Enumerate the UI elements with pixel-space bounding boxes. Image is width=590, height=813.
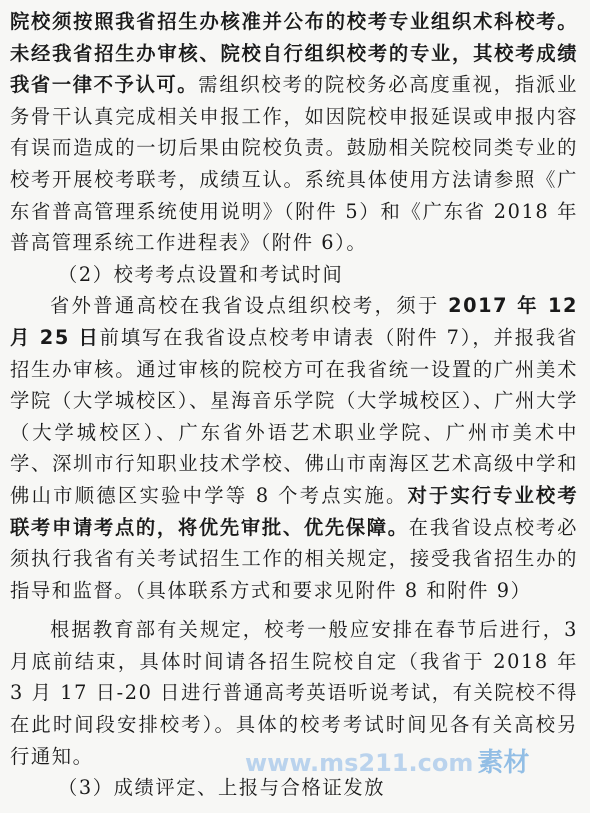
watermark-url: www.ms211.com: [245, 749, 474, 777]
paragraph-text: 在我省设点校考必须执行我省有关考试招生工作的相关规定，接受我省招生办的指导和监督。（具体联系方式和要求见附件 8 和附件 9）: [10, 515, 578, 602]
paragraph-exam-time: 根据教育部有关规定，校考一般应安排在春节后进行，3 月底前结束，具体时间请各招生院校自定（我省于 2018 年 3 月 17 日-20 日进行普通高考英语听说考试，有关院校不得在此时间段安排校考）。具体的校考考试时间见各有关高校另行通知。: [10, 618, 578, 768]
watermark-cn: 素材: [477, 748, 530, 778]
paragraph-text: 省外普通高校在我省设点组织校考，须于: [50, 294, 449, 318]
bold-requirement-text: 院校须按照我省招生办核准并公布的校考专业组织术科校考。未经我省招生办审核、院校自行组织校考的专业，其校考成绩我省一律不予认可。: [10, 10, 578, 97]
paragraph-school-exam-requirements: [10, 6, 578, 259]
section-heading-scores: （3）成绩评定、上报与合格证发放: [58, 776, 386, 800]
bold-priority-text: 对于实行专业校考联考申请考点的，将优先审批、优先保障。: [10, 483, 578, 539]
section-heading-exam-sites: （2）校考考点设置和考试时间: [58, 262, 344, 286]
paragraph-gap: [10, 606, 578, 614]
paragraph-text: 前填写在我省设点校考申请表（附件 7），并报我省招生办审核。通过审核的院校方可在我省统一设置的广州美术学院（大学城校区）、星海音乐学院（大学城校区）、广州大学（大学城校区）、广东省外语艺术职业学院、广州市美术中学、深圳市行知职业技术学校、佛山市南海区艺术高级中学和佛山市顺德区实验中学等 8 个考点实施。: [10, 325, 578, 507]
paragraph-exam-sites: [10, 290, 578, 606]
paragraph-text: 需组织校考的院校务必高度重视，指派业务骨干认真完成相关申报工作，如因院校申报延误或申报内容有误而造成的一切后果由院校负责。鼓励相关院校同类专业的校考开展校考联考，成绩互认。系统具体使用方法请参照《广东省普高管理系统使用说明》（附件 5）和《广东省 2018 年普高管理系统工作进程表》（附件 6）。: [10, 73, 578, 255]
deadline-date: 2017 年 12 月 25 日: [10, 294, 579, 349]
